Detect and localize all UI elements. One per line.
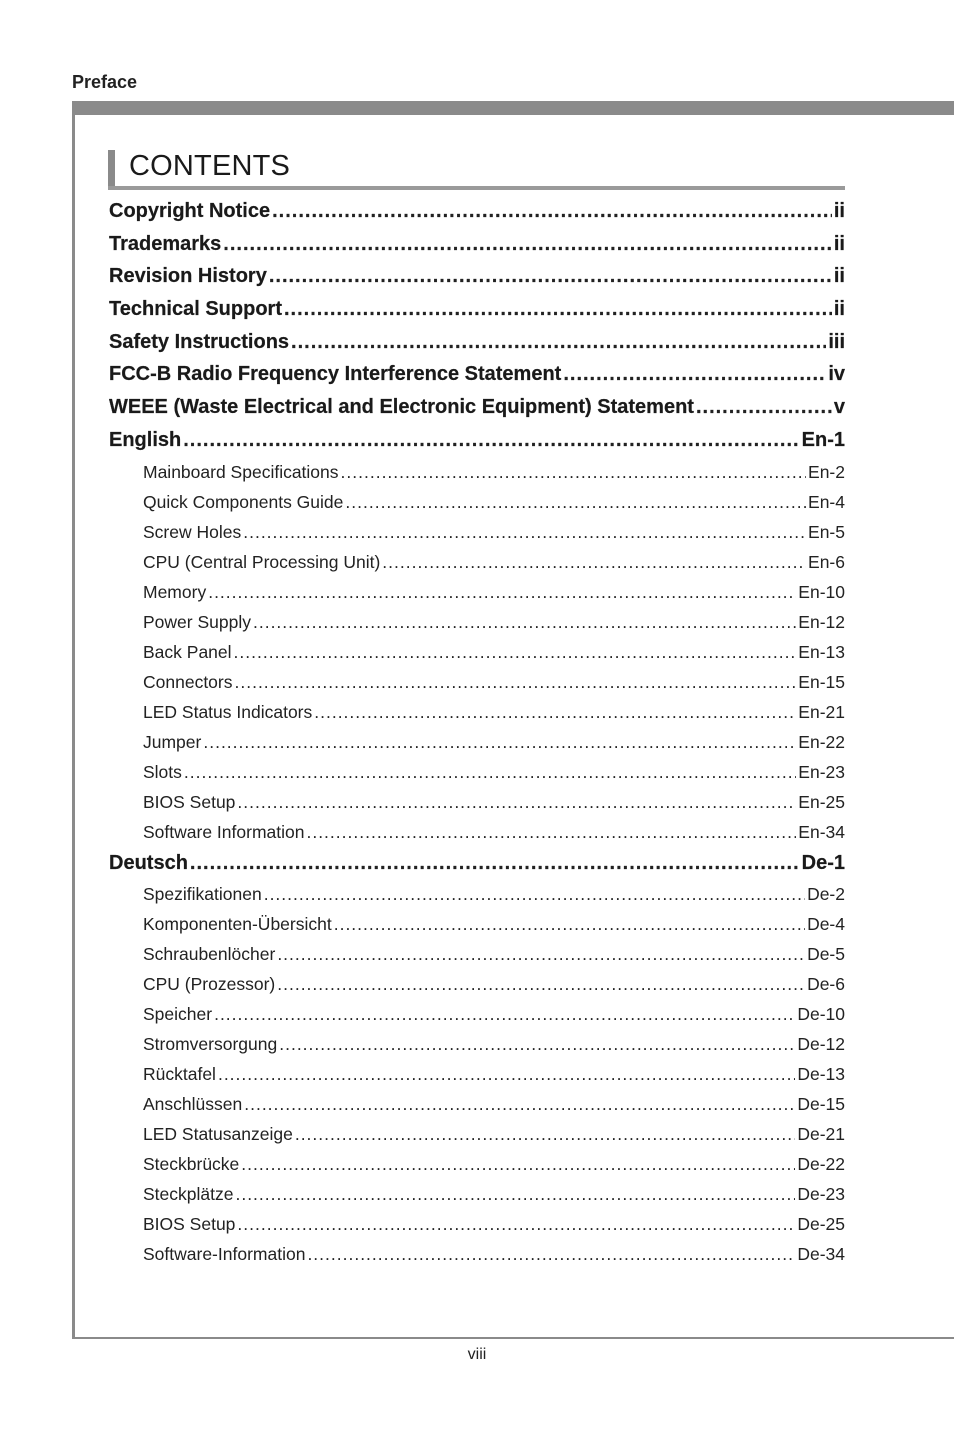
- dot-leader: [253, 612, 796, 633]
- dot-leader: [696, 396, 832, 419]
- toc-entry-label: Trademarks: [109, 232, 222, 255]
- toc-subsection-entry[interactable]: [143, 1124, 845, 1154]
- toc-entry-page: De-6: [807, 974, 845, 995]
- dot-leader: [237, 792, 796, 813]
- dot-leader: [341, 462, 807, 483]
- toc-entry-page: ii: [833, 298, 845, 321]
- dot-leader: [208, 582, 796, 603]
- dot-leader: [314, 702, 796, 723]
- toc-entry-label: CPU (Central Processing Unit): [143, 551, 381, 572]
- toc-subsection-entry[interactable]: [143, 1214, 845, 1244]
- toc-entry-label: Revision History: [109, 265, 267, 288]
- toc-entry-page: De-10: [797, 1004, 845, 1025]
- dot-leader: [190, 852, 800, 875]
- dot-leader: [264, 884, 805, 905]
- toc-entry-page: En-13: [798, 641, 845, 662]
- dot-leader: [183, 429, 799, 452]
- toc-entry-label: FCC-B Radio Frequency Interference Statement: [109, 363, 562, 386]
- dot-leader: [345, 492, 806, 513]
- toc-entry-page: De-25: [797, 1214, 845, 1235]
- toc-entry-page: En-5: [808, 521, 845, 542]
- toc-section-entry[interactable]: [109, 852, 845, 885]
- toc-entry-page: En-6: [808, 551, 845, 572]
- toc-section-entry[interactable]: [109, 298, 845, 331]
- toc-entry-page: En-12: [798, 611, 845, 632]
- toc-entry-label: Steckplätze: [143, 1184, 234, 1205]
- toc-subsection-entry[interactable]: [143, 822, 845, 852]
- toc-section-entry[interactable]: [109, 200, 845, 233]
- toc-entry-label: Memory: [143, 581, 207, 602]
- toc-entry-page: De-1: [801, 851, 845, 874]
- toc-subsection-entry[interactable]: [143, 462, 845, 492]
- toc-entry-label: Technical Support: [109, 298, 282, 321]
- toc-subsection-entry[interactable]: [143, 944, 845, 974]
- toc-entry-page: De-15: [797, 1094, 845, 1115]
- toc-subsection-entry[interactable]: [143, 732, 845, 762]
- toc-entry-label: LED Statusanzeige: [143, 1124, 293, 1145]
- toc-entry-page: En-10: [798, 581, 845, 602]
- toc-entry-page: En-25: [798, 791, 845, 812]
- dot-leader: [184, 762, 796, 783]
- toc-entry-page: ii: [833, 265, 845, 288]
- toc-subsection-entry[interactable]: [143, 1244, 845, 1274]
- toc-entry-page: En-34: [798, 821, 845, 842]
- toc-entry-label: Rücktafel: [143, 1064, 216, 1085]
- section-header: Preface: [72, 72, 138, 92]
- dot-leader: [241, 1154, 795, 1175]
- table-of-contents: [109, 200, 845, 1274]
- toc-subsection-entry[interactable]: [143, 672, 845, 702]
- dot-leader: [237, 1214, 795, 1235]
- toc-entry-page: iii: [828, 330, 845, 353]
- toc-entry-page: En-1: [801, 428, 845, 451]
- toc-entry-label: Speicher: [143, 1004, 213, 1025]
- toc-entry-page: De-2: [807, 884, 845, 905]
- toc-subsection-entry[interactable]: [143, 552, 845, 582]
- toc-entry-page: En-21: [798, 701, 845, 722]
- dot-leader: [223, 233, 832, 256]
- toc-entry-label: Mainboard Specifications: [143, 461, 339, 482]
- toc-entry-label: BIOS Setup: [143, 791, 236, 812]
- page-title: CONTENTS: [129, 150, 291, 182]
- toc-subsection-entry[interactable]: [143, 492, 845, 522]
- toc-entry-label: WEEE (Waste Electrical and Electronic Equipment) Statement: [109, 396, 694, 419]
- toc-entry-label: Quick Components Guide: [143, 491, 344, 512]
- toc-entry-page: De-12: [797, 1034, 845, 1055]
- toc-entry-label: Schraubenlöcher: [143, 944, 276, 965]
- toc-entry-label: Connectors: [143, 671, 233, 692]
- toc-subsection-entry[interactable]: [143, 762, 845, 792]
- toc-entry-label: Anschlüssen: [143, 1094, 243, 1115]
- toc-entry-label: Safety Instructions: [109, 330, 290, 353]
- toc-entry-page: iv: [828, 363, 845, 386]
- toc-subsection-entry[interactable]: [143, 1004, 845, 1034]
- toc-subsection-entry[interactable]: [143, 914, 845, 944]
- toc-entry-page: ii: [833, 232, 845, 255]
- dot-leader: [234, 642, 797, 663]
- dot-leader: [244, 1094, 795, 1115]
- toc-entry-page: En-2: [808, 461, 845, 482]
- toc-section-entry[interactable]: [109, 233, 845, 266]
- toc-entry-label: Screw Holes: [143, 521, 242, 542]
- toc-entry-page: De-22: [797, 1154, 845, 1175]
- toc-entry-label: Software-Information: [143, 1244, 306, 1265]
- toc-entry-page: De-34: [797, 1244, 845, 1265]
- dot-leader: [284, 298, 832, 321]
- toc-entry-page: En-22: [798, 731, 845, 752]
- toc-section-entry[interactable]: [109, 331, 845, 364]
- bottom-border: [72, 1337, 954, 1339]
- toc-entry-label: Back Panel: [143, 641, 232, 662]
- toc-subsection-entry[interactable]: [143, 1034, 845, 1064]
- toc-entry-label: Power Supply: [143, 611, 251, 632]
- heading-accent-bar: [108, 150, 115, 186]
- toc-entry-label: Copyright Notice: [109, 200, 271, 222]
- dot-leader: [218, 1064, 795, 1085]
- dot-leader: [306, 822, 796, 843]
- dot-leader: [277, 974, 805, 995]
- toc-entry-label: Slots: [143, 761, 182, 782]
- toc-entry-page: En-4: [808, 491, 845, 512]
- toc-entry-label: Steckbrücke: [143, 1154, 240, 1175]
- toc-entry-page: ii: [833, 200, 845, 222]
- dot-leader: [269, 265, 832, 288]
- dot-leader: [235, 1184, 795, 1205]
- page-number: viii: [467, 1346, 487, 1363]
- toc-entry-label: Komponenten-Übersicht: [143, 914, 332, 935]
- toc-subsection-entry[interactable]: [143, 884, 845, 914]
- toc-entry-label: Software Information: [143, 821, 305, 842]
- toc-entry-page: De-21: [797, 1124, 845, 1145]
- dot-leader: [277, 944, 805, 965]
- toc-subsection-entry[interactable]: [143, 1154, 845, 1184]
- toc-subsection-entry[interactable]: [143, 702, 845, 732]
- contents-heading: [108, 150, 845, 190]
- toc-entry-page: De-5: [807, 944, 845, 965]
- toc-subsection-entry[interactable]: [143, 642, 845, 672]
- toc-section-entry[interactable]: [109, 396, 845, 429]
- toc-section-entry[interactable]: [109, 429, 845, 462]
- toc-entry-page: De-23: [797, 1184, 845, 1205]
- toc-subsection-entry[interactable]: [143, 1064, 845, 1094]
- toc-entry-page: En-23: [798, 761, 845, 782]
- toc-subsection-entry[interactable]: [143, 1094, 845, 1124]
- dot-leader: [272, 200, 832, 223]
- toc-subsection-entry[interactable]: [143, 612, 845, 642]
- toc-entry-label: BIOS Setup: [143, 1214, 236, 1235]
- toc-entry-page: De-13: [797, 1064, 845, 1085]
- toc-section-entry[interactable]: [109, 265, 845, 298]
- toc-entry-label: Spezifikationen: [143, 884, 262, 905]
- dot-leader: [334, 914, 805, 935]
- toc-entry-page: v: [833, 396, 845, 419]
- left-border: [72, 101, 75, 1339]
- toc-entry-label: Jumper: [143, 731, 202, 752]
- dot-leader: [295, 1124, 796, 1145]
- dot-leader: [279, 1034, 795, 1055]
- toc-entry-page: De-4: [807, 914, 845, 935]
- toc-subsection-entry[interactable]: [143, 792, 845, 822]
- dot-leader: [203, 732, 796, 753]
- dot-leader: [382, 552, 806, 573]
- dot-leader: [563, 363, 826, 386]
- toc-subsection-entry[interactable]: [143, 582, 845, 612]
- toc-entry-label: LED Status Indicators: [143, 701, 313, 722]
- toc-entry-page: En-15: [798, 671, 845, 692]
- toc-subsection-entry[interactable]: [143, 974, 845, 1004]
- header-bar: [72, 101, 954, 115]
- toc-subsection-entry[interactable]: [143, 522, 845, 552]
- toc-section-entry[interactable]: [109, 363, 845, 396]
- toc-entry-label: Deutsch: [109, 851, 188, 874]
- toc-entry-label: Stromversorgung: [143, 1034, 278, 1055]
- toc-subsection-entry[interactable]: [143, 1184, 845, 1214]
- toc-entry-label: CPU (Prozessor): [143, 974, 276, 995]
- dot-leader: [214, 1004, 795, 1025]
- toc-entry-label: English: [109, 428, 182, 451]
- dot-leader: [307, 1244, 795, 1265]
- dot-leader: [235, 672, 797, 693]
- dot-leader: [291, 331, 826, 354]
- dot-leader: [243, 522, 806, 543]
